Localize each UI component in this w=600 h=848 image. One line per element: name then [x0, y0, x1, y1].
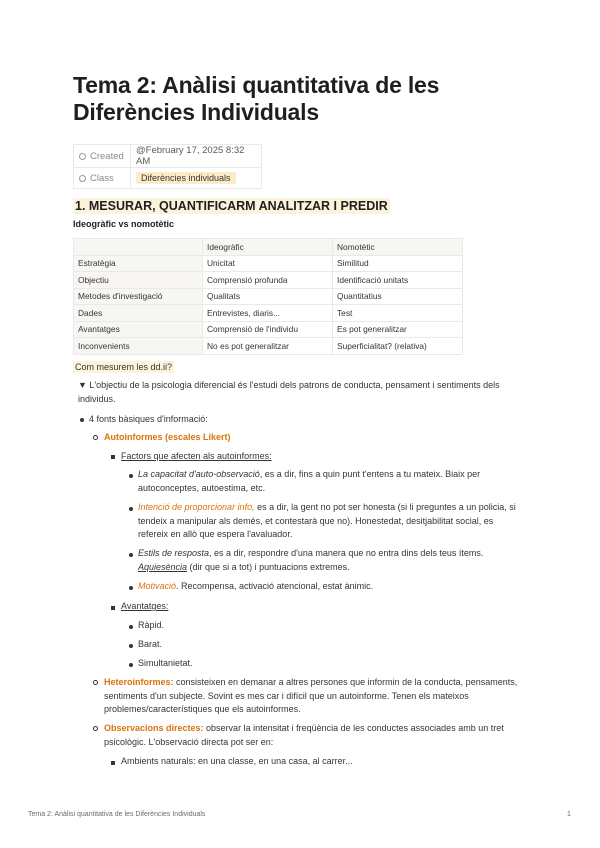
- bullet-dot: [129, 586, 133, 590]
- factor-item: Estils de resposta, es a dir, respondre d'una manera que no entra dins dels teus ítems. Aquiesència (dir que si a tot) i puntuacions extremes.: [138, 548, 484, 572]
- table-cell: Comprensió profunda: [203, 272, 333, 289]
- table-cell: Similitud: [333, 255, 463, 272]
- table-header-cell: [74, 239, 203, 256]
- autoinformes-title: Autoinformes (escales Likert): [104, 432, 231, 442]
- advantages-title: Avantatges:: [121, 601, 169, 611]
- table-row: [74, 288, 463, 305]
- bullet-dot: [129, 625, 133, 629]
- circle-bullet: [93, 680, 98, 685]
- clock-icon: [79, 153, 86, 160]
- table-cell: Unicitat: [203, 255, 333, 272]
- bullet-dot: [129, 644, 133, 648]
- factors-title: Factors que afecten als autoinformes:: [121, 451, 272, 461]
- comparison-table: [73, 238, 463, 355]
- bullet-dot: [129, 474, 133, 478]
- square-bullet: [111, 761, 115, 765]
- observacions-item: Observacions directes: observar la intensitat i freqüència de les conductes associades amb un tret psicològic. L'observació directa pot ser en:: [104, 723, 504, 747]
- bullet-dot: [80, 418, 84, 422]
- footer-title: Tema 2: Anàlisi quantitativa de les Diferències Individuals: [28, 811, 206, 818]
- bullet-dot: [129, 553, 133, 557]
- question-highlight: Com mesurem les dd.ii?: [75, 362, 173, 372]
- toggle-block[interactable]: ▼ L'objectiu de la psicologia diferencial és l'estudi dels patrons de conducta, pensament i sentiments dels individus.: [78, 380, 500, 404]
- table-header-cell: Nomotètic: [333, 239, 463, 256]
- page-title: Tema 2: Anàlisi quantitativa de les Diferències Individuals: [73, 72, 440, 125]
- factor-item: Motivació. Recompensa, activació atencional, estat ànimic.: [138, 581, 374, 591]
- page-number: 1: [567, 811, 571, 818]
- table-cell: Estratègia: [74, 255, 203, 272]
- section-subheading: Ideogràfic vs nomotètic: [73, 219, 175, 229]
- class-label: Class: [90, 172, 114, 184]
- table-cell: Objectiu: [74, 272, 203, 289]
- table-cell: Entrevistes, diaris...: [203, 305, 333, 322]
- factor-item: Intenció de proporcionar info, es a dir, la gent no pot ser honesta (si li preguntes a un policia, si tendeix a manipular als demés, et contestarà que no). Honestedat, desitjabilitat social, es refereix en allò que espera l'avaluador.: [138, 502, 516, 539]
- table-cell: Inconvenients: [74, 338, 203, 355]
- table-cell: Es pot generalitzar: [333, 321, 463, 338]
- table-cell: No es pot generalitzar: [203, 338, 333, 355]
- heteroinformes-item: Heteroinformes: consisteixen en demanar a altres persones que informin de la conducta, pensaments, sentiments d'un subjecte. Sovint es mes car i difícil que un autoinforme. Tenen els mateixos problemes/característiques que els autoinformes.: [104, 677, 518, 714]
- table-cell: Identificació unitats: [333, 272, 463, 289]
- table-cell: Test: [333, 305, 463, 322]
- created-value: @February 17, 2025 8:32 AM: [131, 145, 262, 168]
- factor-item: La capacitat d'auto-observació, es a dir, fins a quin punt t'entens a tu mateix. Biaix per autoconceptes, autoestima, etc.: [138, 469, 481, 493]
- table-cell: Qualitats: [203, 288, 333, 305]
- bullet-dot: [129, 507, 133, 511]
- advantage-item: Simultanietat.: [138, 658, 193, 668]
- section-heading: 1. MESURAR, QUANTIFICARM ANALITZAR I PREDIR: [75, 199, 388, 213]
- square-bullet: [111, 455, 115, 459]
- property-row-created: [74, 145, 262, 168]
- table-cell: Dades: [74, 305, 203, 322]
- table-cell: Comprensió de l'individu: [203, 321, 333, 338]
- circle-bullet: [93, 726, 98, 731]
- table-row: [74, 272, 463, 289]
- table-header-row: [74, 239, 463, 256]
- square-bullet: [111, 606, 115, 610]
- bullet-dot: [129, 663, 133, 667]
- created-label: Created: [90, 150, 124, 162]
- table-cell: Metodes d'investigació: [74, 288, 203, 305]
- table-cell: Avantatges: [74, 321, 203, 338]
- circle-bullet: [93, 435, 98, 440]
- property-row-class: [74, 168, 262, 189]
- table-row: [74, 338, 463, 355]
- advantage-item: Ràpid.: [138, 620, 165, 630]
- table-row: [74, 321, 463, 338]
- class-tag[interactable]: Diferències individuals: [136, 172, 236, 184]
- table-cell: Superficialitat? (relativa): [333, 338, 463, 355]
- table-cell: Quantitatius: [333, 288, 463, 305]
- table-row: [74, 305, 463, 322]
- table-header-cell: Ideogràfic: [203, 239, 333, 256]
- properties-table: [73, 144, 262, 189]
- fonts-intro: 4 fonts bàsiques d'informació:: [89, 414, 208, 424]
- advantage-item: Barat.: [138, 639, 163, 649]
- select-icon: [79, 175, 86, 182]
- table-row: [74, 255, 463, 272]
- observation-subitem: Ambients naturals: en una classe, en una casa, al carrer...: [121, 756, 353, 766]
